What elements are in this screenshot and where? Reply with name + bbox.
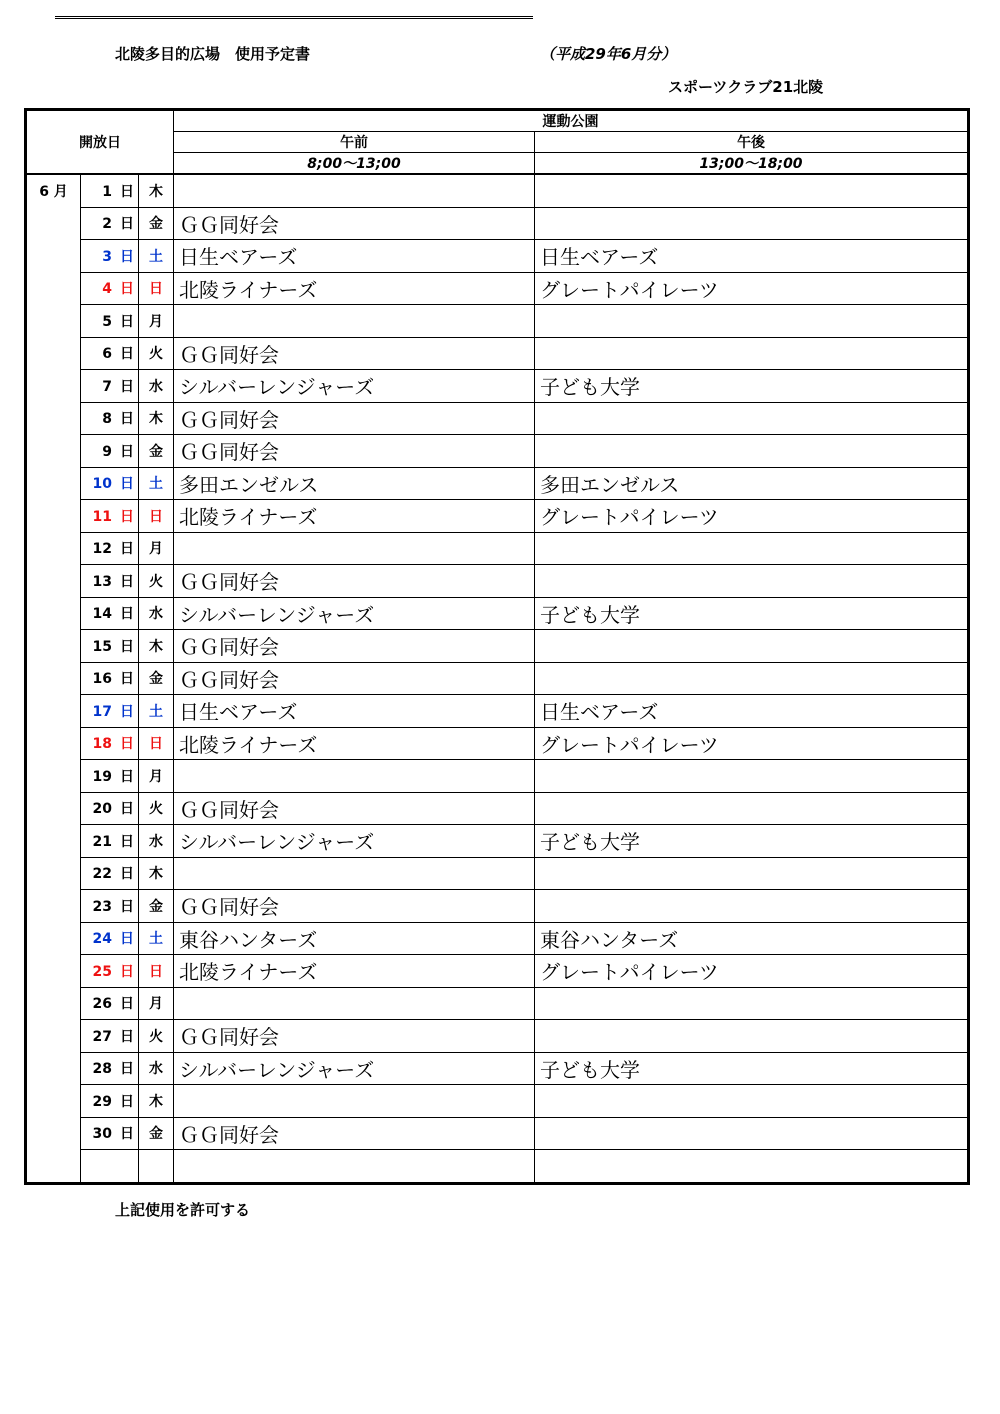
weekday-cell: 月 [139, 760, 174, 793]
day-suffix: 日 [120, 833, 134, 850]
weekday-cell: 木 [139, 857, 174, 890]
pm-header: 午後 [535, 132, 969, 153]
weekday-cell: 月 [139, 532, 174, 565]
date-cell [81, 630, 139, 663]
day-number: 13 [92, 573, 112, 590]
am-booking-cell: 北陵ライナーズ [174, 272, 535, 305]
am-booking-cell: ＧＧ同好会 [174, 792, 535, 825]
table-row [26, 597, 969, 630]
day-number: 5 [102, 313, 112, 330]
pm-booking-cell [535, 1117, 969, 1150]
weekday-cell: 日 [139, 727, 174, 760]
table-row [26, 240, 969, 273]
weekday-cell: 土 [139, 695, 174, 728]
period-label: （平成29年6月分） [540, 45, 677, 63]
day-number: 28 [92, 1061, 112, 1078]
date-cell [81, 662, 139, 695]
day-number: 14 [92, 606, 112, 623]
pm-booking-cell [535, 890, 969, 923]
table-row [26, 825, 969, 858]
day-number: 8 [102, 411, 112, 428]
date-cell [81, 760, 139, 793]
table-row [26, 857, 969, 890]
day-suffix: 日 [120, 1126, 134, 1143]
date-cell [81, 1052, 139, 1085]
date-cell [81, 402, 139, 435]
table-row [26, 370, 969, 403]
am-booking-cell: 北陵ライナーズ [174, 955, 535, 988]
am-booking-cell [174, 987, 535, 1020]
am-booking-cell [174, 1085, 535, 1118]
pm-booking-cell [535, 1085, 969, 1118]
day-suffix: 日 [120, 443, 134, 460]
am-booking-cell: 北陵ライナーズ [174, 500, 535, 533]
day-suffix: 日 [120, 281, 134, 298]
pm-booking-cell [535, 174, 969, 207]
weekday-cell: 火 [139, 792, 174, 825]
am-booking-cell [174, 174, 535, 207]
table-row [26, 565, 969, 598]
day-suffix: 日 [120, 573, 134, 590]
pm-booking-cell [535, 1020, 969, 1053]
open-day-header: 開放日 [26, 110, 174, 175]
date-cell [81, 467, 139, 500]
date-cell [81, 987, 139, 1020]
pm-booking-cell [535, 337, 969, 370]
day-number: 23 [92, 898, 112, 915]
am-booking-cell: シルバーレンジャーズ [174, 370, 535, 403]
am-booking-cell: ＧＧ同好会 [174, 890, 535, 923]
pm-booking-cell [535, 760, 969, 793]
day-number: 27 [92, 1028, 112, 1045]
am-booking-cell: 日生ベアーズ [174, 240, 535, 273]
day-suffix: 日 [120, 248, 134, 265]
pm-booking-cell [535, 532, 969, 565]
date-cell [81, 792, 139, 825]
date-cell [81, 1150, 139, 1184]
day-number: 24 [92, 931, 112, 948]
am-booking-cell: ＧＧ同好会 [174, 207, 535, 240]
table-row [26, 500, 969, 533]
table-row [26, 662, 969, 695]
pm-booking-cell: グレートパイレーツ [535, 727, 969, 760]
weekday-cell: 火 [139, 565, 174, 598]
day-number: 12 [92, 541, 112, 558]
pm-booking-cell: 子ども大学 [535, 370, 969, 403]
day-number: 6 [102, 346, 112, 363]
day-suffix: 日 [120, 476, 134, 493]
table-row [26, 532, 969, 565]
pm-booking-cell: 子ども大学 [535, 1052, 969, 1085]
am-booking-cell [174, 857, 535, 890]
day-suffix: 日 [120, 313, 134, 330]
am-booking-cell: 多田エンゼルス [174, 467, 535, 500]
day-suffix: 日 [120, 378, 134, 395]
day-suffix: 日 [120, 963, 134, 980]
day-number: 26 [92, 996, 112, 1013]
date-cell [81, 240, 139, 273]
table-row [26, 207, 969, 240]
table-row [26, 630, 969, 663]
day-number: 19 [92, 768, 112, 785]
day-suffix: 日 [120, 541, 134, 558]
day-suffix: 日 [120, 1061, 134, 1078]
day-number: 7 [102, 378, 112, 395]
pm-booking-cell [535, 792, 969, 825]
day-suffix: 日 [120, 411, 134, 428]
club-name: スポーツクラブ21北陵 [668, 78, 824, 96]
date-cell [81, 565, 139, 598]
date-cell [81, 1020, 139, 1053]
pm-booking-cell [535, 565, 969, 598]
date-cell [81, 890, 139, 923]
table-row [26, 1150, 969, 1184]
table-row [26, 727, 969, 760]
weekday-cell: 水 [139, 370, 174, 403]
date-cell [81, 825, 139, 858]
top-rule [55, 16, 533, 19]
weekday-cell: 木 [139, 1085, 174, 1118]
day-number: 16 [92, 671, 112, 688]
day-suffix: 日 [120, 801, 134, 818]
table-row [26, 1052, 969, 1085]
table-row [26, 1085, 969, 1118]
pm-booking-cell: グレートパイレーツ [535, 272, 969, 305]
pm-booking-cell: 東谷ハンターズ [535, 922, 969, 955]
table-row [26, 1117, 969, 1150]
day-number: 15 [92, 638, 112, 655]
table-row [26, 760, 969, 793]
day-number: 25 [92, 963, 112, 980]
day-suffix: 日 [120, 671, 134, 688]
day-number: 9 [102, 443, 112, 460]
day-number: 30 [92, 1126, 112, 1143]
pm-booking-cell [535, 305, 969, 338]
table-row [26, 305, 969, 338]
day-suffix: 日 [120, 346, 134, 363]
am-booking-cell: ＧＧ同好会 [174, 630, 535, 663]
date-cell [81, 955, 139, 988]
am-booking-cell: シルバーレンジャーズ [174, 597, 535, 630]
pm-booking-cell: 日生ベアーズ [535, 695, 969, 728]
weekday-cell: 木 [139, 174, 174, 207]
table-row [26, 922, 969, 955]
weekday-cell: 日 [139, 272, 174, 305]
am-time-header: 8;00～13;00 [174, 153, 535, 175]
am-booking-cell: ＧＧ同好会 [174, 1020, 535, 1053]
day-number: 11 [92, 508, 112, 525]
day-suffix: 日 [120, 216, 134, 233]
pm-booking-cell: グレートパイレーツ [535, 500, 969, 533]
date-cell [81, 207, 139, 240]
weekday-cell: 火 [139, 1020, 174, 1053]
weekday-cell: 土 [139, 922, 174, 955]
day-suffix: 日 [120, 996, 134, 1013]
pm-booking-cell: 日生ベアーズ [535, 240, 969, 273]
day-suffix: 日 [120, 638, 134, 655]
am-booking-cell: ＧＧ同好会 [174, 402, 535, 435]
pm-booking-cell: 子ども大学 [535, 825, 969, 858]
date-cell [81, 695, 139, 728]
date-cell [81, 174, 139, 207]
table-row [26, 955, 969, 988]
approval-note: 上記使用を許可する [115, 1201, 251, 1219]
table-row [26, 987, 969, 1020]
table-row [26, 890, 969, 923]
day-suffix: 日 [120, 866, 134, 883]
date-cell [81, 305, 139, 338]
weekday-cell: 金 [139, 890, 174, 923]
day-suffix: 日 [120, 931, 134, 948]
weekday-cell: 日 [139, 500, 174, 533]
day-suffix: 日 [120, 703, 134, 720]
day-number: 18 [92, 736, 112, 753]
date-cell [81, 370, 139, 403]
am-booking-cell: ＧＧ同好会 [174, 662, 535, 695]
day-suffix: 日 [120, 1028, 134, 1045]
weekday-cell: 土 [139, 240, 174, 273]
pm-time-header: 13;00～18;00 [535, 153, 969, 175]
date-cell [81, 337, 139, 370]
pm-booking-cell [535, 857, 969, 890]
weekday-cell: 水 [139, 597, 174, 630]
date-cell [81, 435, 139, 468]
pm-booking-cell: 子ども大学 [535, 597, 969, 630]
am-booking-cell: 北陵ライナーズ [174, 727, 535, 760]
weekday-cell: 水 [139, 825, 174, 858]
pm-booking-cell: グレートパイレーツ [535, 955, 969, 988]
am-header: 午前 [174, 132, 535, 153]
table-row [26, 467, 969, 500]
month-cell: 6 月 [26, 174, 81, 1183]
day-number: 1 [102, 183, 112, 200]
weekday-cell: 日 [139, 955, 174, 988]
am-booking-cell: 東谷ハンターズ [174, 922, 535, 955]
day-suffix: 日 [120, 1093, 134, 1110]
pm-booking-cell [535, 987, 969, 1020]
date-cell [81, 1117, 139, 1150]
am-booking-cell: ＧＧ同好会 [174, 435, 535, 468]
am-booking-cell [174, 760, 535, 793]
day-number: 21 [92, 833, 112, 850]
day-suffix: 日 [120, 898, 134, 915]
date-cell [81, 922, 139, 955]
weekday-cell: 金 [139, 1117, 174, 1150]
weekday-cell: 水 [139, 1052, 174, 1085]
table-row [26, 792, 969, 825]
date-cell [81, 500, 139, 533]
day-suffix: 日 [120, 768, 134, 785]
am-booking-cell: ＧＧ同好会 [174, 565, 535, 598]
pm-booking-cell [535, 662, 969, 695]
weekday-cell: 金 [139, 435, 174, 468]
am-booking-cell: 日生ベアーズ [174, 695, 535, 728]
table-row [26, 435, 969, 468]
document-title: 北陵多目的広場 使用予定書 [115, 45, 311, 63]
am-booking-cell: シルバーレンジャーズ [174, 1052, 535, 1085]
day-number: 4 [102, 281, 112, 298]
table-row [26, 402, 969, 435]
am-booking-cell [174, 1150, 535, 1184]
weekday-cell: 土 [139, 467, 174, 500]
pm-booking-cell [535, 402, 969, 435]
date-cell [81, 1085, 139, 1118]
table-row [26, 1020, 969, 1053]
day-number: 17 [92, 703, 112, 720]
date-cell [81, 597, 139, 630]
weekday-cell: 月 [139, 987, 174, 1020]
am-booking-cell [174, 532, 535, 565]
table-row [26, 272, 969, 305]
weekday-cell: 金 [139, 662, 174, 695]
date-cell [81, 532, 139, 565]
weekday-cell: 木 [139, 630, 174, 663]
weekday-cell: 火 [139, 337, 174, 370]
am-booking-cell [174, 305, 535, 338]
date-cell [81, 272, 139, 305]
date-cell [81, 857, 139, 890]
pm-booking-cell [535, 207, 969, 240]
weekday-cell: 月 [139, 305, 174, 338]
pm-booking-cell [535, 435, 969, 468]
table-row [26, 695, 969, 728]
day-number: 29 [92, 1093, 112, 1110]
weekday-cell: 木 [139, 402, 174, 435]
am-booking-cell: シルバーレンジャーズ [174, 825, 535, 858]
table-row [26, 337, 969, 370]
day-number: 22 [92, 866, 112, 883]
table-row [26, 174, 969, 207]
day-suffix: 日 [120, 183, 134, 200]
day-suffix: 日 [120, 508, 134, 525]
day-number: 10 [92, 476, 112, 493]
pm-booking-cell: 多田エンゼルス [535, 467, 969, 500]
day-suffix: 日 [120, 736, 134, 753]
date-cell [81, 727, 139, 760]
day-number: 20 [92, 801, 112, 818]
weekday-cell: 金 [139, 207, 174, 240]
day-suffix: 日 [120, 606, 134, 623]
pm-booking-cell [535, 1150, 969, 1184]
am-booking-cell: ＧＧ同好会 [174, 1117, 535, 1150]
day-number: 3 [102, 248, 112, 265]
venue-header: 運動公園 [174, 110, 969, 132]
am-booking-cell: ＧＧ同好会 [174, 337, 535, 370]
weekday-cell [139, 1150, 174, 1184]
day-number: 2 [102, 216, 112, 233]
pm-booking-cell [535, 630, 969, 663]
schedule-table [24, 108, 970, 1185]
